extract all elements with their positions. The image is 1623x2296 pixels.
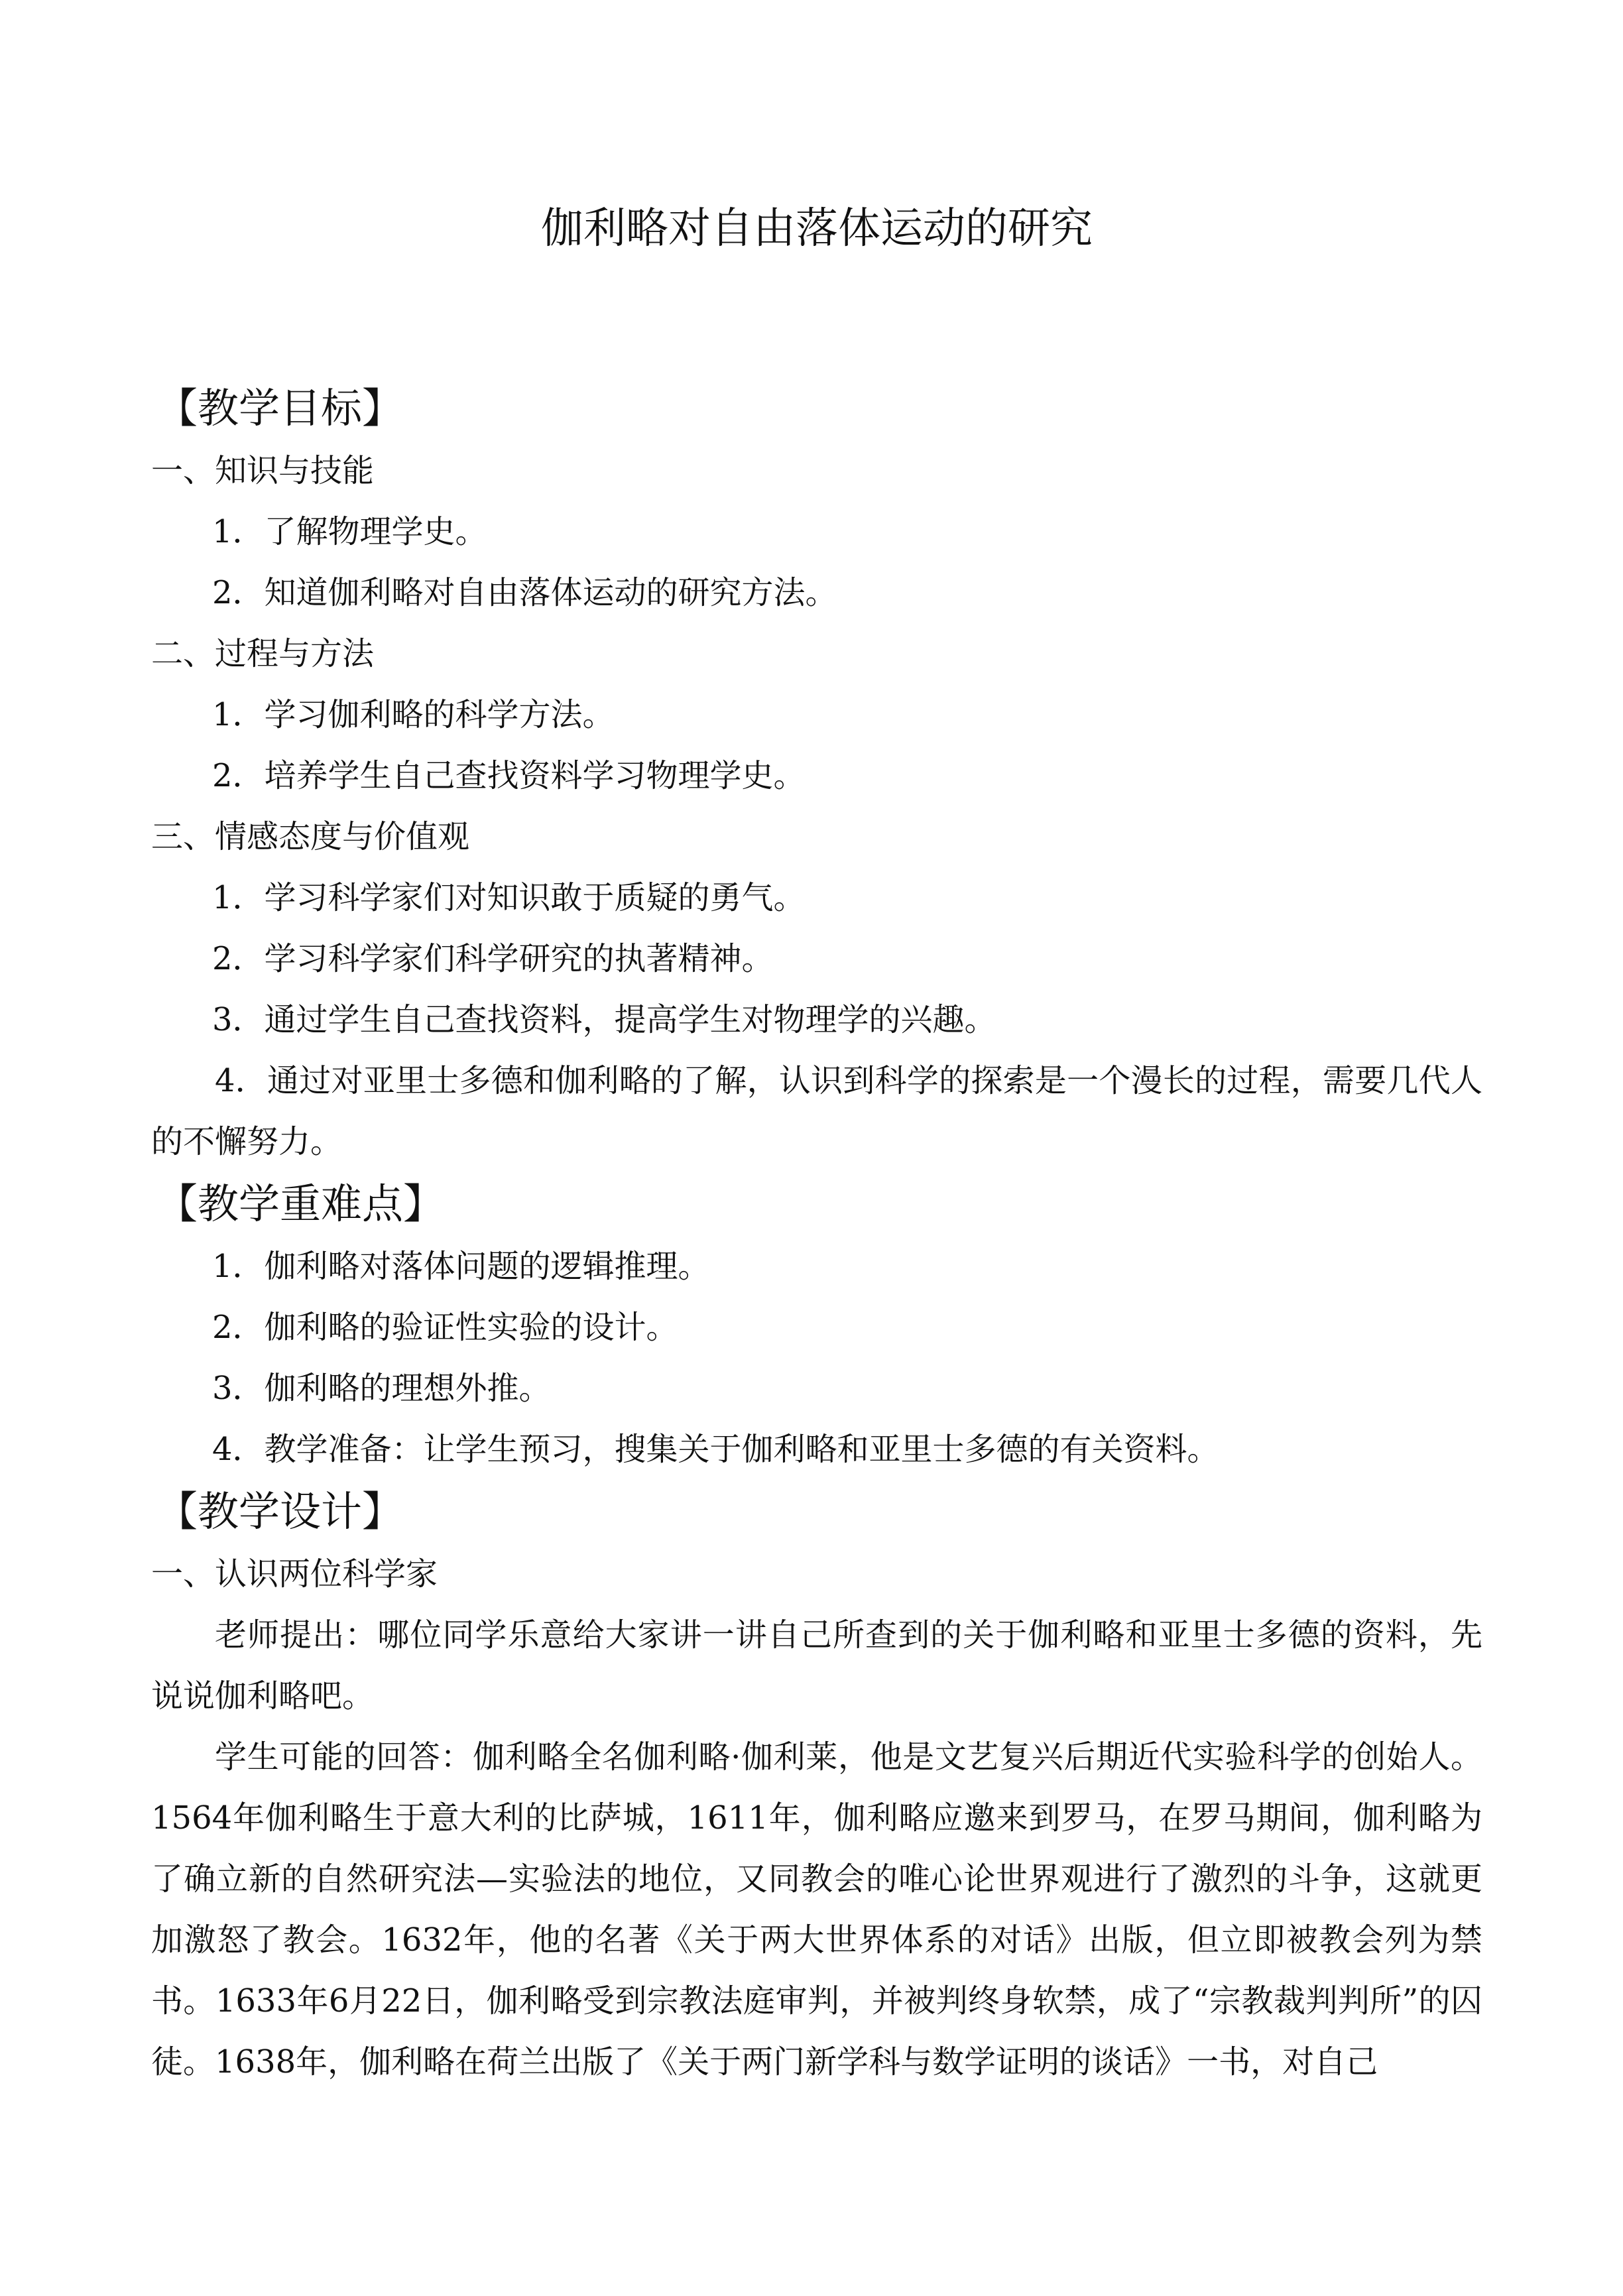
key-point-item: 1．伽利略对落体问题的逻辑推理。	[212, 1248, 710, 1285]
design-paragraph: 学生可能的回答：伽利略全名伽利略·伽利莱，他是文艺复兴后期近代实验科学的创始人。1564年伽利略生于意大利的比萨城，1611年，伽利略应邀来到罗马，在罗马期间，伽利略为了确立新的自然研究法—实验法的地位，又同教会的唯心论世界观进行了激烈的斗争，这就更加激怒了教会。1632年，他的名著《关于两大世界体系的对话》出版，但立即被教会列为禁书。1633年6月22日，伽利略受到宗教法庭审判，并被判终身软禁，成了“宗教裁判判所”的囚徒。1638年，伽利略在荷兰出版了《关于两门新学科与数学证明的谈话》一书，对自己	[151, 1738, 1482, 2081]
objective-group-heading: 一、知识与技能	[151, 452, 375, 489]
key-point-item: 3．伽利略的理想外推。	[212, 1370, 551, 1407]
objective-item-wrapped: 4．通过对亚里士多德和伽利略的了解，认识到科学的探索是一个漫长的过程，需要几代人的不懈努力。	[151, 1062, 1482, 1160]
section-heading-design: 【教学设计】	[156, 1487, 404, 1536]
objective-item: 2．培养学生自己查找资料学习物理学史。	[212, 757, 806, 794]
objective-group-heading: 三、情感态度与价值观	[151, 818, 470, 855]
objective-item: 1．学习伽利略的科学方法。	[212, 696, 615, 733]
document-body	[151, 377, 1482, 2092]
objective-group-heading: 二、过程与方法	[151, 635, 375, 672]
key-point-item: 2．伽利略的验证性实验的设计。	[212, 1309, 678, 1346]
document-title: 伽利略对自由落体运动的研究	[541, 204, 1093, 253]
design-paragraph: 老师提出：哪位同学乐意给大家讲一讲自己所查到的关于伽利略和亚里士多德的资料，先说说伽利略吧。	[151, 1616, 1482, 1715]
objective-item: 2．学习科学家们科学研究的执著精神。	[212, 940, 774, 977]
section-heading-objectives: 【教学目标】	[156, 384, 404, 432]
objective-item: 1．学习科学家们对知识敢于质疑的勇气。	[212, 879, 806, 916]
section-heading-key-points: 【教学重难点】	[156, 1179, 445, 1228]
objective-item: 2．知道伽利略对自由落体运动的研究方法。	[212, 574, 837, 611]
objective-item: 1．了解物理学史。	[212, 513, 487, 550]
design-subheading: 一、认识两位科学家	[151, 1555, 438, 1593]
objective-item: 3．通过学生自己查找资料，提高学生对物理学的兴趣。	[212, 1001, 996, 1038]
key-point-item: 4．教学准备：让学生预习，搜集关于伽利略和亚里士多德的有关资料。	[212, 1431, 1219, 1468]
